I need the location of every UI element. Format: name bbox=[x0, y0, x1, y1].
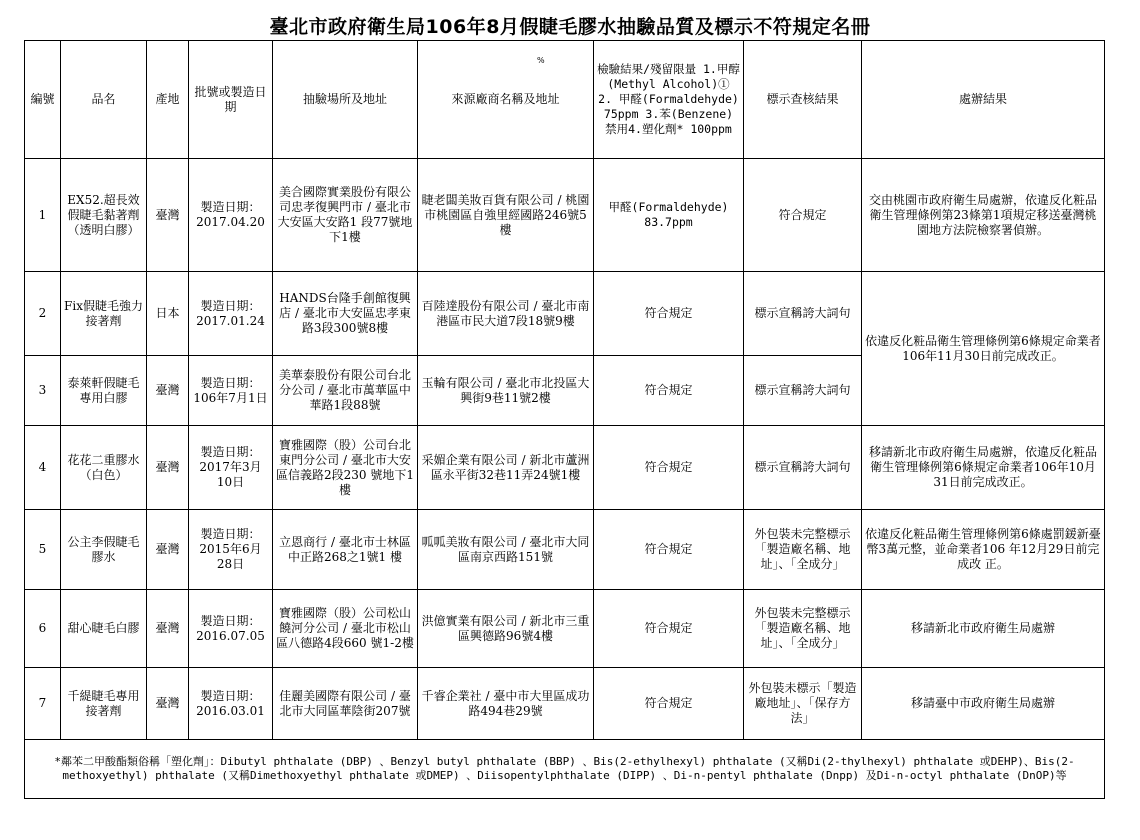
cell-date: 製造日期：2017年3月10日 bbox=[189, 426, 273, 510]
cell-site: 佳麗美國際有限公司 / 臺北市大同區華陰街207號 bbox=[273, 668, 418, 740]
cell-origin: 臺灣 bbox=[147, 510, 189, 590]
header-disposal: 處辦結果 bbox=[862, 41, 1105, 159]
cell-name: 花花二重膠水（白色） bbox=[61, 426, 147, 510]
cell-date: 製造日期：106年7月1日 bbox=[189, 356, 273, 426]
header-source: 來源廠商名稱及地址 bbox=[418, 41, 594, 159]
cell-no: 2 bbox=[25, 272, 61, 356]
table-row bbox=[25, 510, 1105, 590]
table-row bbox=[25, 668, 1105, 740]
cell-result: 甲醛(Formaldehyde) 83.7ppm bbox=[594, 159, 744, 272]
cell-label: 標示宣稱誇大詞句 bbox=[744, 356, 862, 426]
cell-origin: 臺灣 bbox=[147, 668, 189, 740]
header-result: 檢驗結果/殘留限量 1.甲醇(Methyl Alcohol)① 2. 甲醛(Formaldehyde) 75ppm 3.苯(Benzene) 禁用4.塑化劑* 100ppm bbox=[594, 41, 744, 159]
cell-name: 千緹睫毛專用接著劑 bbox=[61, 668, 147, 740]
cell-no: 5 bbox=[25, 510, 61, 590]
cell-origin: 臺灣 bbox=[147, 356, 189, 426]
inspection-table bbox=[24, 40, 1105, 799]
cell-site: HANDS台隆手創館復興店 / 臺北市大安區忠孝東路3段300號8樓 bbox=[273, 272, 418, 356]
cell-source: 千睿企業社 / 臺中市大里區成功路494巷29號 bbox=[418, 668, 594, 740]
cell-disposal: 移請新北市政府衛生局處辦 bbox=[862, 590, 1105, 668]
header-mark: % bbox=[537, 56, 545, 65]
table-row bbox=[25, 590, 1105, 668]
cell-name: 甜心睫毛白膠 bbox=[61, 590, 147, 668]
cell-disposal: 依違反化粧品衛生管理條例第6條規定命業者 106年11月30日前完成改正。 bbox=[862, 272, 1105, 426]
cell-site: 寶雅國際（股）公司台北東門分公司 / 臺北市大安區信義路2段230 號地下1樓 bbox=[273, 426, 418, 510]
header-no: 編號 bbox=[25, 41, 61, 159]
cell-origin: 臺灣 bbox=[147, 159, 189, 272]
cell-name: EX52.超長效假睫毛黏著劑（透明白膠） bbox=[61, 159, 147, 272]
cell-result: 符合規定 bbox=[594, 668, 744, 740]
cell-origin: 臺灣 bbox=[147, 426, 189, 510]
table-row bbox=[25, 272, 1105, 356]
cell-label: 標示宣稱誇大詞句 bbox=[744, 272, 862, 356]
cell-origin: 日本 bbox=[147, 272, 189, 356]
cell-site: 美華泰股份有限公司台北分公司 / 臺北市萬華區中華路1段88號 bbox=[273, 356, 418, 426]
cell-label: 外包裝未標示「製造廠地址」、「保存方法」 bbox=[744, 668, 862, 740]
cell-result: 符合規定 bbox=[594, 272, 744, 356]
cell-result: 符合規定 bbox=[594, 356, 744, 426]
header-date: 批號或製造日期 bbox=[189, 41, 273, 159]
cell-source: 百陸達股份有限公司 / 臺北市南港區市民大道7段18號9樓 bbox=[418, 272, 594, 356]
cell-result: 符合規定 bbox=[594, 510, 744, 590]
cell-name: 泰萊軒假睫毛專用白膠 bbox=[61, 356, 147, 426]
cell-date: 製造日期：2015年6月28日 bbox=[189, 510, 273, 590]
cell-origin: 臺灣 bbox=[147, 590, 189, 668]
footnote: *鄰苯二甲酸酯類俗稱「塑化劑」：Dibutyl phthalate (DBP) 、Benzyl butyl phthalate (BBP) 、Bis(2-ethylhexyl) phthalate (又稱Di(2-thylhexyl) phthalate 或DEHP)、Bis(2-methoxyethyl) phthalate (又稱Dimethoxyethyl phthalate 或DMEP) 、Diisopentylphthalate (DIPP) 、Di-n-pentyl phthalate (Dnpp) 及Di-n-octyl phthalate (DnOP)等 bbox=[25, 740, 1105, 799]
cell-result: 符合規定 bbox=[594, 590, 744, 668]
cell-source: 玉輪有限公司 / 臺北市北投區大興街9巷11號2樓 bbox=[418, 356, 594, 426]
cell-site: 寶雅國際（股）公司松山饒河分公司 / 臺北市松山區八德路4段660 號1-2樓 bbox=[273, 590, 418, 668]
cell-disposal: 移請新北市政府衛生局處辦，依違反化粧品衛生管理條例第6條規定命業者106年10月31日前完成改正。 bbox=[862, 426, 1105, 510]
cell-disposal: 交由桃園市政府衛生局處辦，依違反化粧品衛生管理條例第23條第1項規定移送臺灣桃園地方法院檢察署偵辦。 bbox=[862, 159, 1105, 272]
cell-source: 采媚企業有限公司 / 新北市蘆洲區永平街32巷11弄24號1樓 bbox=[418, 426, 594, 510]
cell-no: 1 bbox=[25, 159, 61, 272]
cell-date: 製造日期：2017.01.24 bbox=[189, 272, 273, 356]
cell-disposal: 依違反化粧品衛生管理條例第6條處罰鍰新臺幣3萬元整，並命業者106 年12月29日前完成改 正。 bbox=[862, 510, 1105, 590]
cell-no: 3 bbox=[25, 356, 61, 426]
table-row bbox=[25, 426, 1105, 510]
cell-label: 外包裝未完整標示「製造廠名稱、地址」、「全成分」 bbox=[744, 510, 862, 590]
cell-no: 6 bbox=[25, 590, 61, 668]
cell-site: 美合國際實業股份有限公司忠孝復興門市 / 臺北市大安區大安路1 段77號地下1樓 bbox=[273, 159, 418, 272]
footnote-row bbox=[25, 740, 1105, 799]
cell-disposal: 移請臺中市政府衛生局處辦 bbox=[862, 668, 1105, 740]
cell-label: 符合規定 bbox=[744, 159, 862, 272]
cell-no: 7 bbox=[25, 668, 61, 740]
header-site: 抽驗場所及地址 bbox=[273, 41, 418, 159]
header-name: 品名 bbox=[61, 41, 147, 159]
cell-source: 洪億實業有限公司 / 新北市三重區興德路96號4樓 bbox=[418, 590, 594, 668]
page-title: 臺北市政府衛生局106年8月假睫毛膠水抽驗品質及標示不符規定名冊 bbox=[269, 16, 871, 38]
header-label: 標示查核結果 bbox=[744, 41, 862, 159]
cell-label: 外包裝未完整標示「製造廠名稱、地址」、「全成分」 bbox=[744, 590, 862, 668]
cell-date: 製造日期：2016.07.05 bbox=[189, 590, 273, 668]
cell-site: 立恩商行 / 臺北市士林區中正路268之1號1 樓 bbox=[273, 510, 418, 590]
cell-source: 睫老闆美妝百貨有限公司 / 桃園市桃園區自強里經國路246號5樓 bbox=[418, 159, 594, 272]
cell-label: 標示宣稱誇大詞句 bbox=[744, 426, 862, 510]
cell-result: 符合規定 bbox=[594, 426, 744, 510]
table-row bbox=[25, 159, 1105, 272]
cell-source: 呱呱美妝有限公司 / 臺北市大同區南京西路151號 bbox=[418, 510, 594, 590]
cell-no: 4 bbox=[25, 426, 61, 510]
header-origin: 產地 bbox=[147, 41, 189, 159]
cell-date: 製造日期：2017.04.20 bbox=[189, 159, 273, 272]
table-header-row bbox=[25, 41, 1105, 159]
cell-name: Fix假睫毛強力接著劑 bbox=[61, 272, 147, 356]
cell-date: 製造日期：2016.03.01 bbox=[189, 668, 273, 740]
cell-name: 公主李假睫毛膠水 bbox=[61, 510, 147, 590]
